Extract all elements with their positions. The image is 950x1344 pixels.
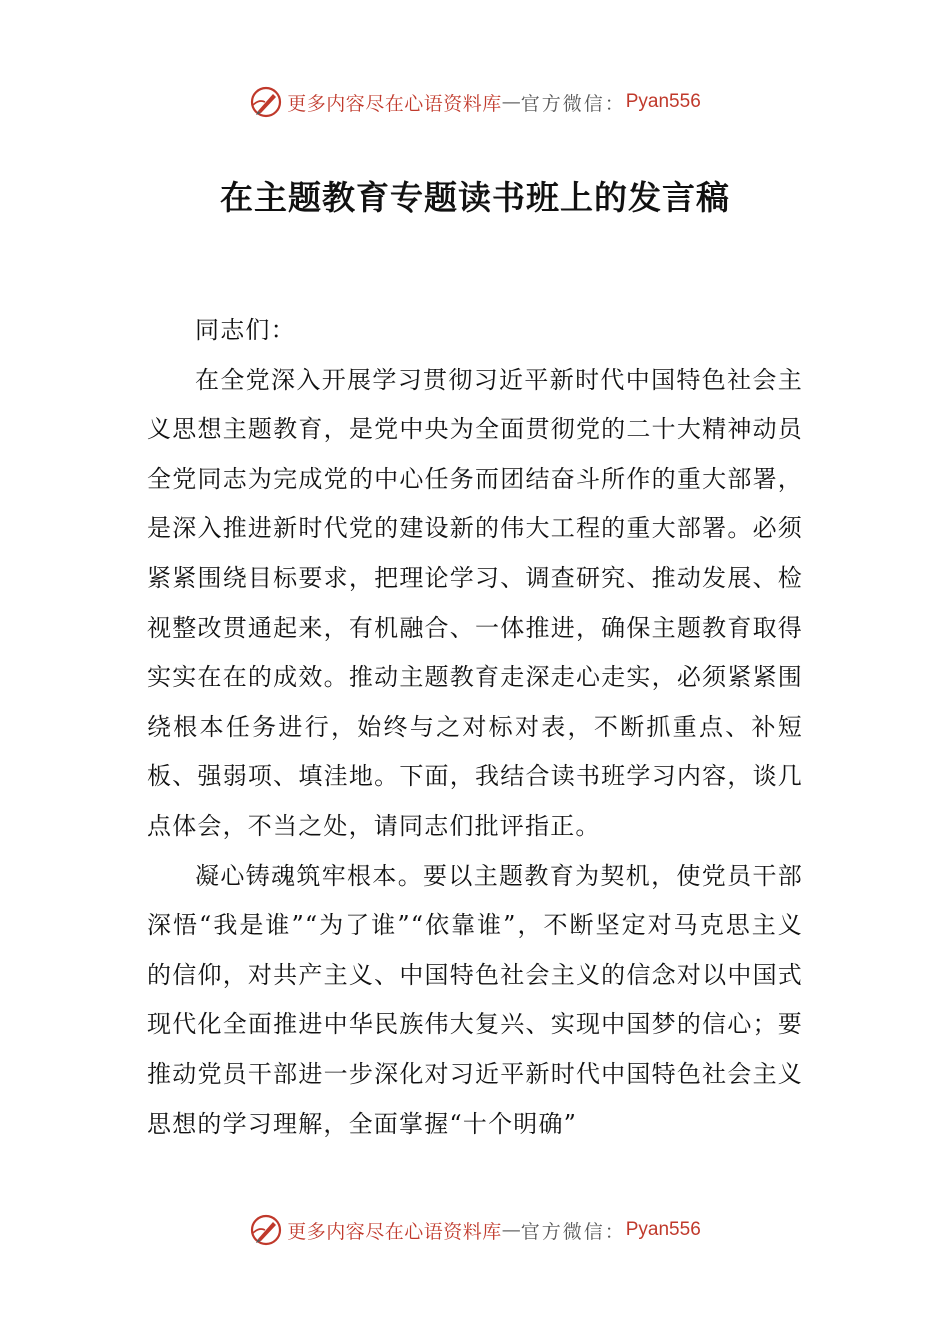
- banner-text: 更多内容尽在心语资料库: [287, 92, 502, 115]
- banner-separator: —: [501, 1219, 521, 1241]
- document-title: 在主题教育专题读书班上的发言稿: [220, 178, 730, 217]
- banner-wechat-label: 官方微信：: [520, 92, 626, 115]
- header-banner: [0, 82, 950, 122]
- banner-separator: —: [501, 91, 521, 113]
- banner-wechat-label: 官方微信：: [520, 1220, 626, 1243]
- banner-wechat-id: Pyan556: [625, 1219, 701, 1240]
- banner-text: 更多内容尽在心语资料库: [287, 1220, 502, 1243]
- footer-banner: [0, 1210, 950, 1250]
- pen-logo-icon: [249, 85, 283, 119]
- body-paragraph: 在全党深入开展学习贯彻习近平新时代中国特色社会主义思想主题教育，是党中央为全面贯彻党的二十大精神动员全党同志为完成党的中心任务而团结奋斗所作的重大部署，是深入推进新时代党的建设新的伟大工程的重大部署。必须紧紧围绕目标要求，把理论学习、调查研究、推动发展、检视整改贯通起来，有机融合、一体推进，确保主题教育取得实实在在的成效。推动主题教育走深走心走实，必须紧紧围绕根本任务进行，始终与之对标对表，不断抓重点、补短板、强弱项、填洼地。下面，我结合读书班学习内容，谈几点体会，不当之处，请同志们批评指正。: [147, 365, 803, 840]
- body-paragraph: 凝心铸魂筑牢根本。要以主题教育为契机，使党员干部深悟“我是谁”“为了谁”“依靠谁”，不断坚定对马克思主义的信仰，对共产主义、中国特色社会主义的信念对以中国式现代化全面推进中华民族伟大复兴、实现中国梦的信心；要推动党员干部进一步深化对习近平新时代中国特色社会主义思想的学习理解，全面掌握“十个明确”: [147, 861, 803, 1138]
- salutation: 同志们：: [195, 316, 296, 344]
- document-body: [147, 306, 803, 1149]
- pen-logo-icon: [249, 1213, 283, 1247]
- banner-wechat-id: Pyan556: [625, 91, 701, 112]
